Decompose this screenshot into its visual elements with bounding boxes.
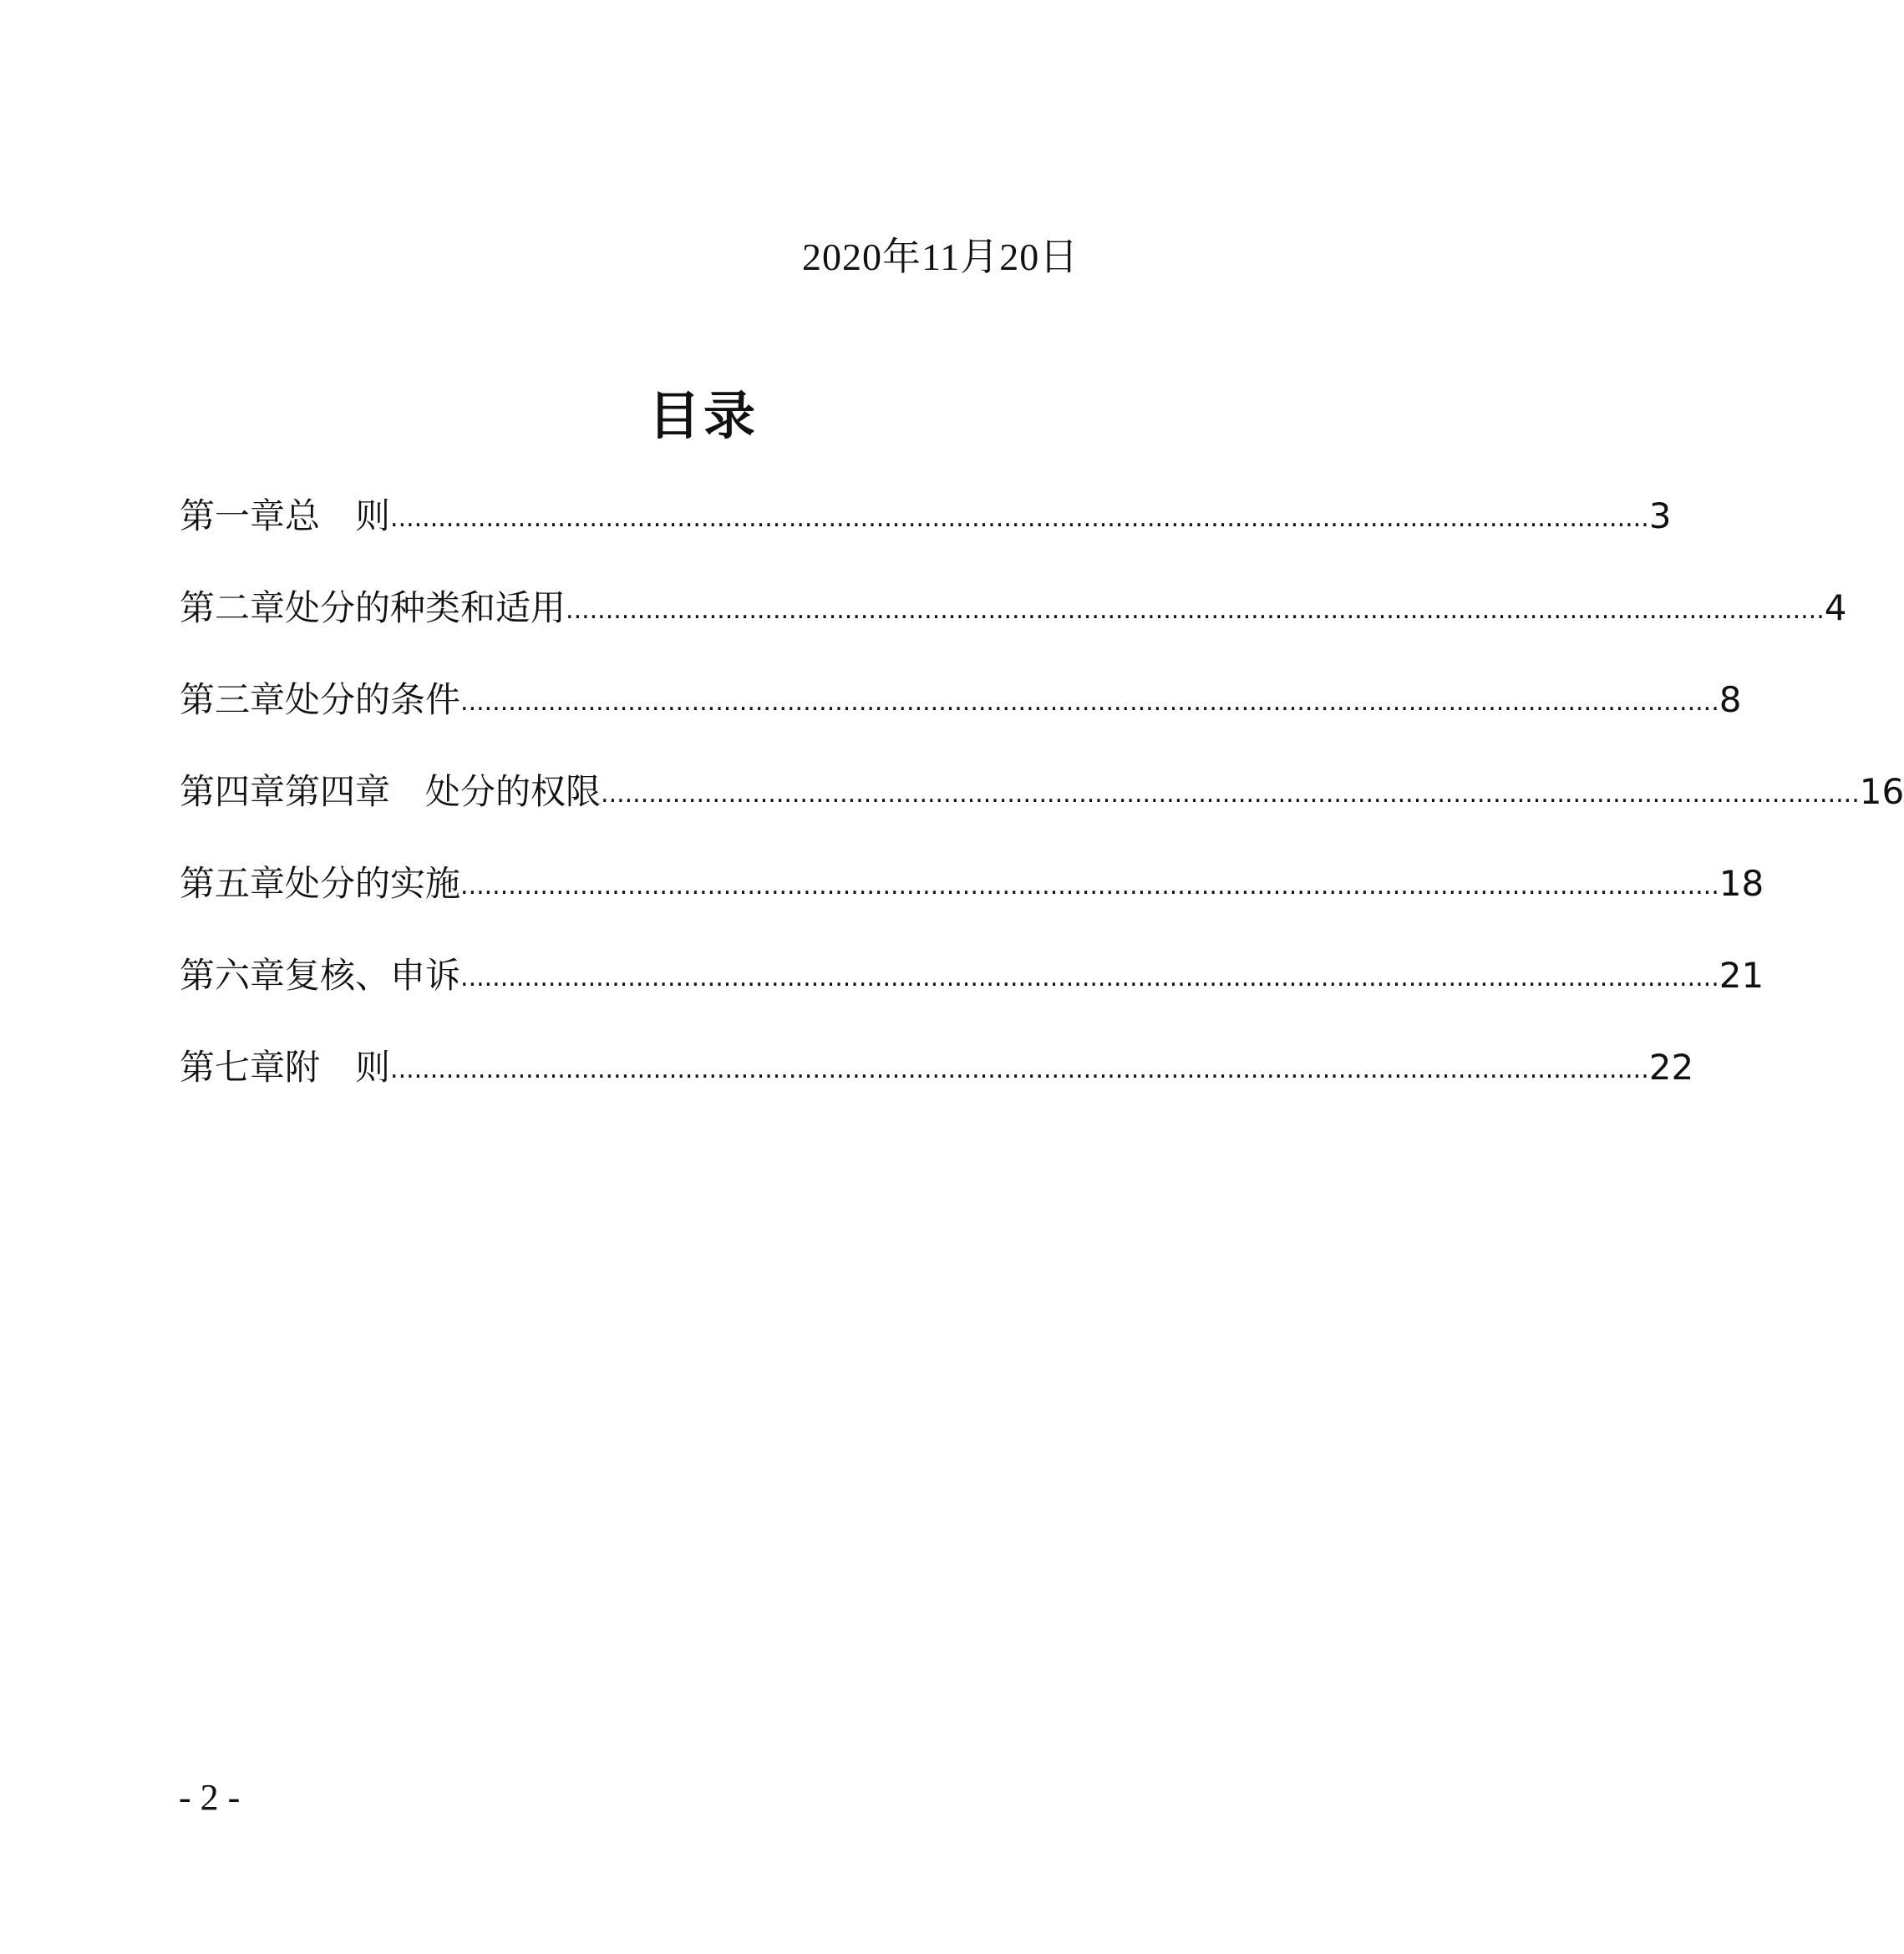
toc-entry-title: 附 则 [285,1047,391,1088]
toc-dot-leader: .............................................................................................................................................................. [601,779,1860,809]
toc-entry-title: 处分的条件 [285,679,461,720]
toc-entry[interactable] [180,1043,1694,1093]
toc-title: 目录 [647,385,759,446]
toc-chapter-label: 第二章 [180,587,286,628]
document-date: 2020年11月20日 [802,236,1079,278]
toc-page-number: 22 [1648,1047,1694,1088]
toc-dot-leader: .............................................................................................................................................................. [566,596,1825,625]
toc-page-number: 4 [1824,587,1847,628]
toc-page-number: 8 [1719,679,1742,720]
toc-entry-title: 复核、申诉 [285,955,461,996]
toc-entry-title: 处分的种类和适用 [285,587,566,628]
toc-entry-title: 处分的实施 [285,863,461,904]
toc-entry[interactable] [180,859,1764,909]
toc-page-number: 21 [1719,955,1764,996]
toc-entry[interactable] [180,767,1904,817]
toc-page-number: 16 [1859,771,1904,812]
toc-dot-leader: .............................................................................................................................................................. [390,504,1649,533]
page-number: - 2 - [179,1777,241,1818]
toc-chapter-label: 第六章 [180,955,286,996]
toc-page-number: 18 [1719,863,1764,904]
toc-entry[interactable] [180,491,1672,541]
toc-chapter-label: 第三章 [180,679,286,720]
toc-entry-title: 第四章 处分的权限 [285,771,602,812]
toc-entry[interactable] [180,951,1764,1001]
toc-dot-leader: .............................................................................................................................................................. [460,688,1719,717]
toc-chapter-label: 第七章 [180,1047,286,1088]
toc-chapter-label: 第五章 [180,863,286,904]
toc-page-number: 3 [1648,495,1672,536]
toc-dot-leader: .............................................................................................................................................................. [460,963,1719,992]
toc-entry[interactable] [180,583,1847,633]
toc-chapter-label: 第四章 [180,771,286,812]
toc-dot-leader: .............................................................................................................................................................. [390,1055,1649,1084]
toc-entry[interactable] [180,675,1742,725]
toc-entry-title: 总 则 [285,495,391,536]
toc-chapter-label: 第一章 [180,495,286,536]
toc-dot-leader: .............................................................................................................................................................. [460,871,1719,901]
